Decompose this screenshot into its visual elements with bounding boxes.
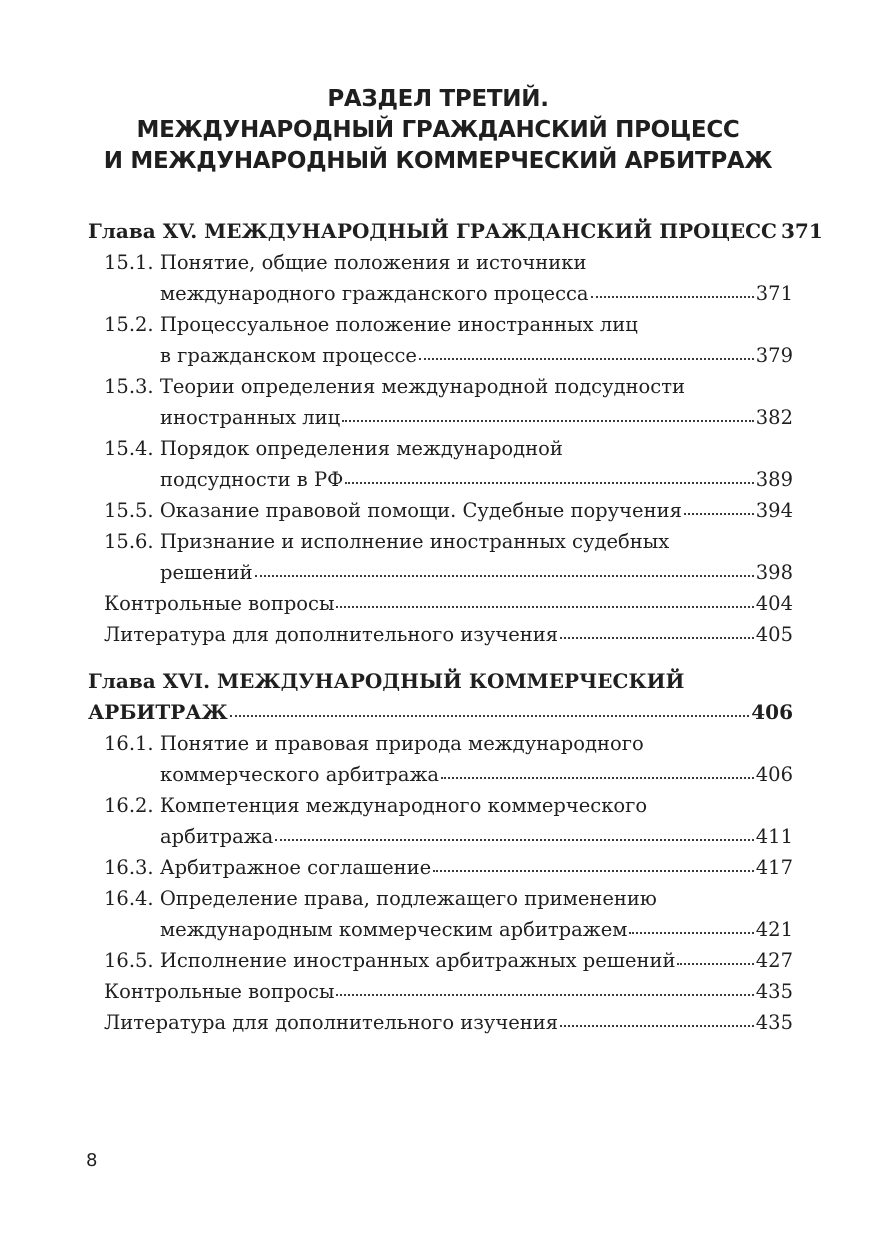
- page-ref: 427: [755, 949, 793, 972]
- toc-entry-text: 15.5. Оказание правовой помощи. Судебные поручения: [104, 499, 682, 522]
- page-ref: 394: [755, 499, 793, 522]
- dot-leader: [684, 512, 754, 515]
- section-heading-line: И МЕЖДУНАРОДНЫЙ КОММЕРЧЕСКИЙ АРБИТРАЖ: [103, 148, 773, 174]
- page-ref: 435: [755, 1011, 793, 1034]
- page-ref: 406: [751, 700, 793, 724]
- chapter-title-entry[interactable]: [88, 216, 823, 247]
- toc-entry-text: 15.3. Теории определения международной подсудности: [104, 375, 686, 398]
- toc-entry-line[interactable]: [88, 728, 793, 759]
- toc-entry-line[interactable]: [88, 433, 793, 464]
- toc-entry-text: коммерческого арбитража: [160, 763, 440, 786]
- toc-entry-line[interactable]: [88, 821, 793, 852]
- chapter-title: АРБИТРАЖ: [88, 700, 228, 724]
- page-ref: 371: [780, 219, 823, 243]
- dot-leader: [336, 605, 753, 608]
- toc-entry-text: международного гражданского процесса: [160, 282, 589, 305]
- toc-entry-text: 15.2. Процессуальное положение иностранных лиц: [104, 313, 638, 336]
- section-heading-line: РАЗДЕЛ ТРЕТИЙ.: [327, 86, 549, 112]
- dot-leader: [419, 357, 754, 360]
- dot-leader: [677, 962, 753, 965]
- toc-entry-text: Литература для дополнительного изучения: [104, 1011, 559, 1034]
- toc-entry-line[interactable]: [88, 588, 793, 619]
- toc-entry-text: 16.2. Компетенция международного коммерческого: [104, 794, 648, 817]
- toc-entry-line[interactable]: [88, 914, 793, 945]
- chapter-16: [88, 666, 793, 1038]
- toc-entry-text: в гражданском процессе: [160, 344, 417, 367]
- page-ref: 404: [755, 592, 793, 615]
- page-ref: 405: [755, 623, 793, 646]
- page-number: 8: [86, 1150, 98, 1171]
- dot-leader: [336, 993, 753, 996]
- dot-leader: [433, 869, 754, 872]
- dot-leader: [560, 1024, 754, 1027]
- page-ref: 382: [755, 406, 793, 429]
- toc-entry-text: подсудности в РФ: [160, 468, 344, 491]
- dot-leader: [255, 574, 754, 577]
- dot-leader: [230, 714, 749, 717]
- toc-entry-line[interactable]: [88, 976, 793, 1007]
- dot-leader: [342, 419, 754, 422]
- section-heading-line: МЕЖДУНАРОДНЫЙ ГРАЖДАНСКИЙ ПРОЦЕСС: [136, 117, 740, 143]
- page-ref: 379: [755, 344, 793, 367]
- toc-entry-text: Контрольные вопросы: [104, 980, 335, 1003]
- page-ref: 411: [755, 825, 793, 848]
- toc-entry-line[interactable]: [88, 883, 793, 914]
- toc-entry-line[interactable]: [88, 371, 793, 402]
- dot-leader: [275, 838, 753, 841]
- section-heading: [0, 84, 876, 177]
- page-ref: 421: [755, 918, 793, 941]
- toc-entry-text: иностранных лиц: [160, 406, 341, 429]
- dot-leader: [629, 931, 753, 934]
- dot-leader: [591, 295, 754, 298]
- page-ref: 435: [755, 980, 793, 1003]
- toc-entry-text: Контрольные вопросы: [104, 592, 335, 615]
- table-of-contents: [88, 216, 823, 1054]
- toc-entry-line[interactable]: [88, 945, 793, 976]
- toc-entry-line[interactable]: [88, 309, 793, 340]
- toc-entry-line[interactable]: [88, 526, 793, 557]
- chapter-15: [88, 216, 823, 650]
- toc-entry-text: 16.1. Понятие и правовая природа международного: [104, 732, 644, 755]
- chapter-title-entry[interactable]: [88, 697, 793, 728]
- dot-leader: [560, 636, 754, 639]
- toc-entry-line[interactable]: [88, 495, 793, 526]
- toc-entry-text: арбитража: [160, 825, 274, 848]
- toc-entry-text: 15.4. Порядок определения международной: [104, 437, 563, 460]
- page-ref: 371: [755, 282, 793, 305]
- toc-entry-line[interactable]: [88, 402, 793, 433]
- page-ref: 417: [755, 856, 793, 879]
- toc-entry-line[interactable]: [88, 1007, 793, 1038]
- toc-entry-text: 15.1. Понятие, общие положения и источники: [104, 251, 587, 274]
- toc-entry-line[interactable]: [88, 278, 793, 309]
- chapter-title: Глава XVI. МЕЖДУНАРОДНЫЙ КОММЕРЧЕСКИЙ: [88, 669, 685, 693]
- toc-entry-line[interactable]: [88, 790, 793, 821]
- toc-entry-text: 16.4. Определение права, подлежащего применению: [104, 887, 657, 910]
- toc-entry-line[interactable]: [88, 852, 793, 883]
- toc-entry-text: 15.6. Признание и исполнение иностранных судебных: [104, 530, 670, 553]
- toc-entry-text: Литература для дополнительного изучения: [104, 623, 559, 646]
- toc-entry-line[interactable]: [88, 464, 793, 495]
- page-ref: 389: [755, 468, 793, 491]
- page-ref: 398: [755, 561, 793, 584]
- toc-entry-line[interactable]: [88, 557, 793, 588]
- toc-entry-text: решений: [160, 561, 253, 584]
- toc-entry-text: международным коммерческим арбитражем: [160, 918, 628, 941]
- toc-entry-line[interactable]: [88, 247, 793, 278]
- toc-entry-line[interactable]: [88, 340, 793, 371]
- dot-leader: [345, 481, 753, 484]
- toc-entry-text: 16.5. Исполнение иностранных арбитражных решений: [104, 949, 676, 972]
- chapter-title: Глава XV. МЕЖДУНАРОДНЫЙ ГРАЖДАНСКИЙ ПРОЦЕСС: [88, 219, 777, 243]
- toc-entry-line[interactable]: [88, 759, 793, 790]
- toc-entry-text: 16.3. Арбитражное соглашение: [104, 856, 432, 879]
- chapter-title-entry[interactable]: [88, 666, 793, 697]
- dot-leader: [441, 776, 754, 779]
- page-ref: 406: [755, 763, 793, 786]
- toc-entry-line[interactable]: [88, 619, 793, 650]
